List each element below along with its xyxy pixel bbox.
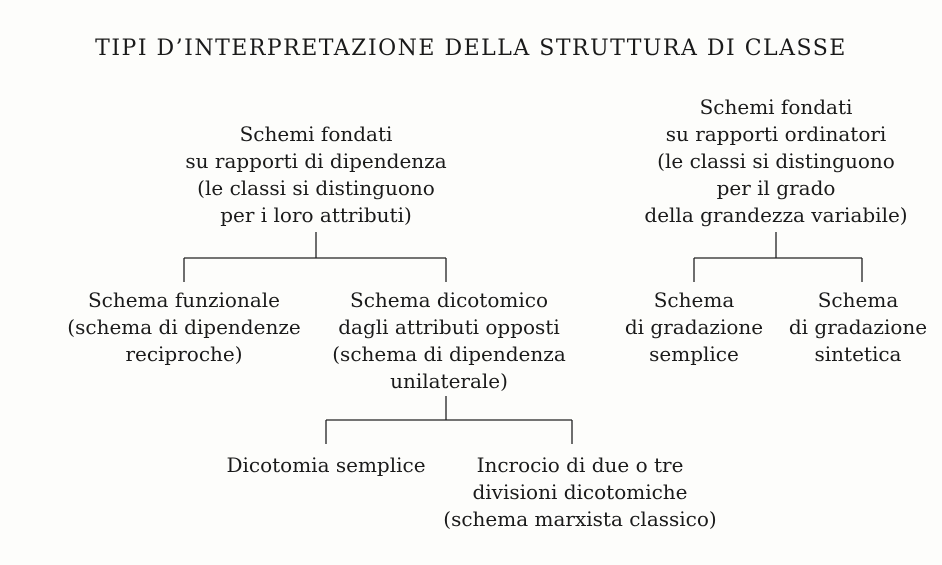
diagram-title: TIPI D’INTERPRETAZIONE DELLA STRUTTURA DI CLASSE	[95, 36, 847, 61]
node-schemi-dipendenza: Schemi fondati su rapporti di dipendenza (le classi si distinguono per i loro attributi)	[185, 122, 447, 227]
node-schema-funzionale: Schema funzionale (schema di dipendenze reciproche)	[67, 288, 301, 366]
node-schema-dicotomico: Schema dicotomico dagli attributi opposti (schema di dipendenza unilaterale)	[332, 288, 566, 393]
node-incrocio-dicotomico: Incrocio di due o tre divisioni dicotomiche (schema marxista classico)	[443, 453, 717, 531]
node-gradazione-semplice: Schema di gradazione semplice	[624, 288, 764, 366]
node-gradazione-sintetica: Schema di gradazione sintetica	[788, 288, 928, 366]
node-dicotomia-semplice: Dicotomia semplice	[226, 453, 426, 477]
node-schemi-ordinatori: Schemi fondati su rapporti ordinatori (le classi si distinguono per il grado della grandezza variabile)	[644, 95, 908, 227]
